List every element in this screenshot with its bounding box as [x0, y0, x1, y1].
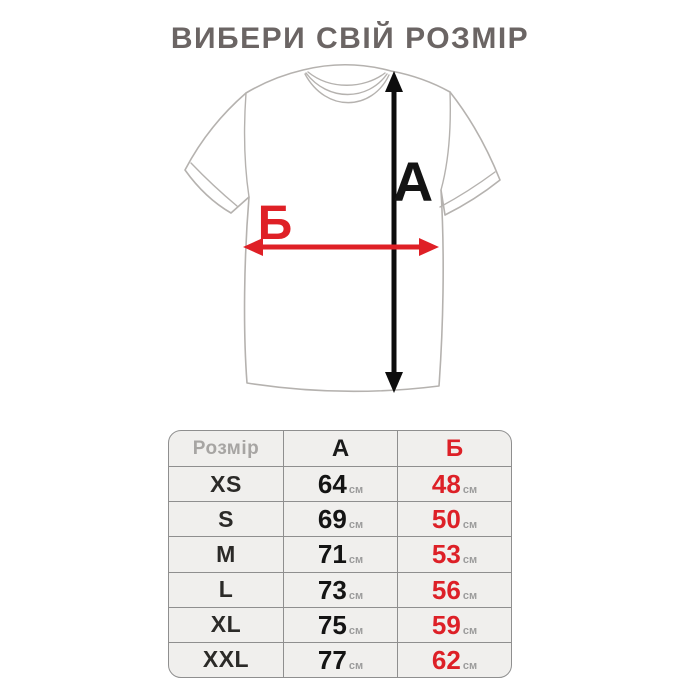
- unit-label: см: [348, 589, 364, 602]
- header-size-label: Розмір: [192, 438, 260, 460]
- size-table-header-b: [397, 431, 511, 466]
- unit-label: см: [348, 484, 364, 497]
- table-row-xxl-size: XXL: [169, 642, 283, 677]
- table-row-xl-b: 59 см: [397, 607, 511, 642]
- unit-label: см: [462, 624, 478, 637]
- table-row-xxl-b: 62 см: [397, 642, 511, 677]
- table-row-m-b: 53 см: [397, 536, 511, 571]
- unit-label: см: [462, 519, 478, 532]
- table-row-xl-size: XL: [169, 607, 283, 642]
- table-row-l-size: L: [169, 572, 283, 607]
- unit-label: см: [348, 554, 364, 567]
- unit-label: см: [462, 659, 478, 672]
- table-row-xs-size: XS: [169, 466, 283, 501]
- table-row-xxl-a: 77 см: [283, 642, 397, 677]
- unit-label: см: [462, 589, 478, 602]
- label-b: Б: [257, 197, 293, 250]
- unit-label: см: [348, 519, 364, 532]
- size-table-header-a: [283, 431, 397, 466]
- header-a-label: А: [331, 434, 350, 462]
- table-row-xs-b: 48 см: [397, 466, 511, 501]
- size-table: [168, 430, 512, 678]
- tshirt-size-diagram: [180, 58, 512, 424]
- table-row-s-size: S: [169, 501, 283, 536]
- table-row-xl-a: 75 см: [283, 607, 397, 642]
- tshirt-diagram-svg: [180, 58, 512, 424]
- tshirt-outline: [185, 65, 500, 392]
- table-row-m-a: 71 см: [283, 536, 397, 571]
- unit-label: см: [348, 659, 364, 672]
- size-table-header-size: [169, 431, 283, 466]
- label-a: А: [392, 150, 434, 213]
- unit-label: см: [462, 484, 478, 497]
- header-b-label: Б: [445, 434, 464, 462]
- table-row-xs-a: 64 см: [283, 466, 397, 501]
- table-row-m-size: M: [169, 536, 283, 571]
- table-row-s-a: 69 см: [283, 501, 397, 536]
- table-row-l-a: 73 см: [283, 572, 397, 607]
- table-row-s-b: 50 см: [397, 501, 511, 536]
- unit-label: см: [348, 624, 364, 637]
- table-row-l-b: 56 см: [397, 572, 511, 607]
- page-title: ВИБЕРИ СВІЙ РОЗМІР: [170, 22, 530, 55]
- unit-label: см: [462, 554, 478, 567]
